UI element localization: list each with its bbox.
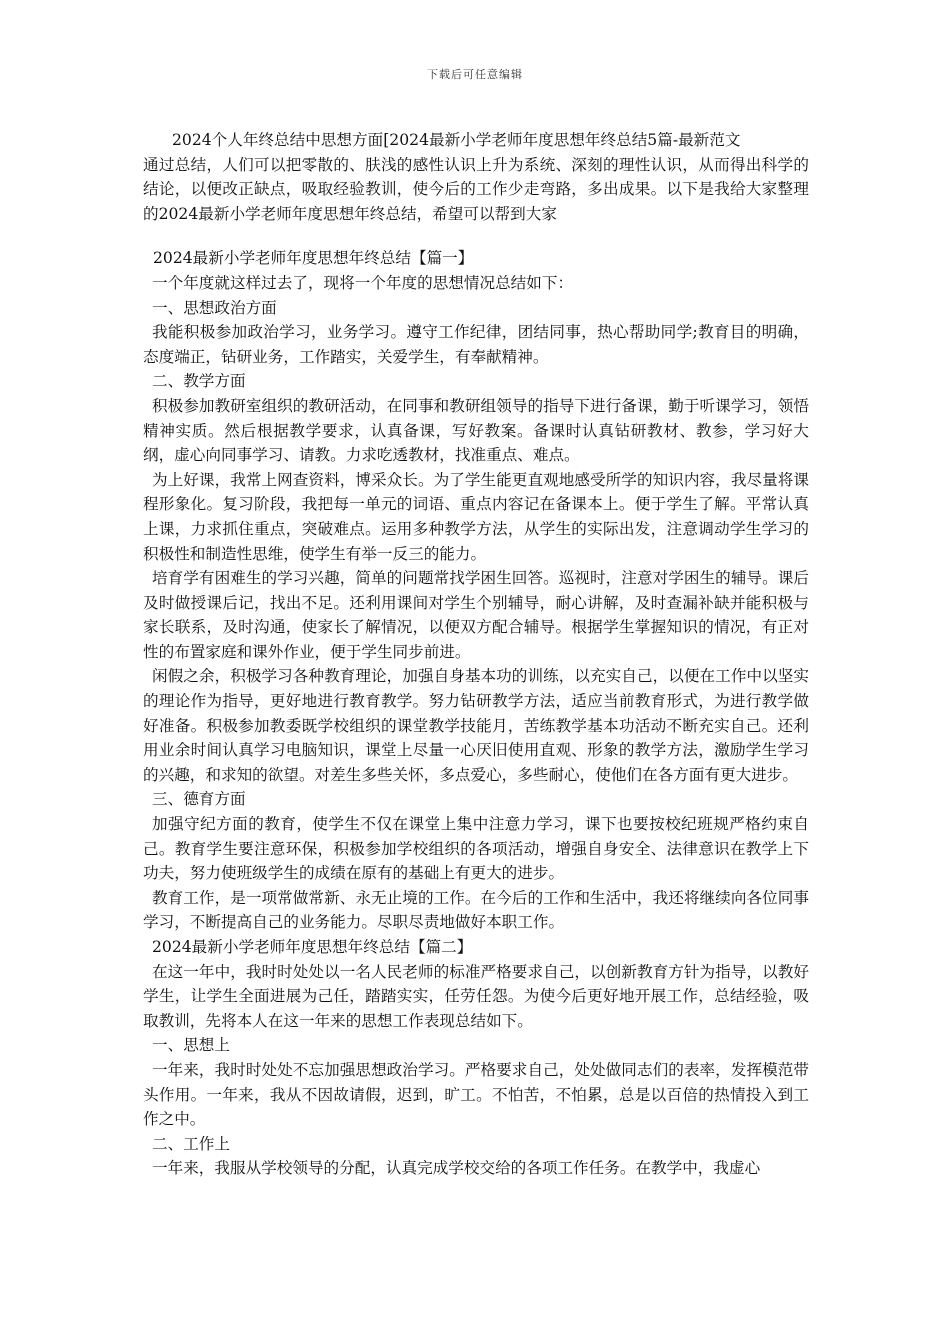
- paragraph: 在这一年中，我时时处处以一名人民老师的标准严格要求自己，以创新教育方针为指导，以教好学生，让学生全面进展为己任，踏踏实实，任劳任怨。为使今后更好地开展工作，总结经验，吸取教训，先将本人在这一年来的思想工作表现总结如下。: [143, 962, 809, 1030]
- subheading: 三、德育方面: [152, 790, 246, 809]
- paragraph: 教育工作，是一项常做常新、永无止境的工作。在今后的工作和生活中，我还将继续向各位同事学习，不断提高自己的业务能力。尽职尽责地做好本职工作。: [143, 888, 809, 932]
- paragraph: 我能积极参加政治学习，业务学习。遵守工作纪律，团结同事，热心帮助同学;教育目的明确，态度端正，钻研业务，工作踏实，关爱学生，有奉献精神。: [143, 323, 809, 366]
- intro-paragraph: 通过总结，人们可以把零散的、肤浅的感性认识上升为系统、深刻的理性认识，从而得出科学的结论，以便改正缺点，吸取经验教训，使今后的工作少走弯路，多出成果。以下是我给大家整理的2024最新小学老师年度思想年终总结，希望可以帮到大家: [143, 155, 809, 223]
- paragraph: 一年来，我服从学校领导的分配，认真完成学校交给的各项工作任务。在教学中，我虚心: [152, 1159, 761, 1178]
- paragraph: 培育学有困难生的学习兴趣，简单的问题常找学困生回答。巡视时，注意对学困生的辅导。课后及时做授课后记，找出不足。还利用课间对学生个别辅导，耐心讲解，及时查漏补缺并能积极与家长联系，及时沟通，使家长了解情况，以便双方配合辅导。根据学生掌握知识的情况，有正对性的布置家庭和课外作业，便于学生同步前进。: [143, 569, 809, 661]
- page-header: 下载后可任意编辑: [427, 68, 523, 81]
- subheading: 一、思想上: [152, 1036, 230, 1055]
- paragraph: 加强守纪方面的教育，使学生不仅在课堂上集中注意力学习，课下也要按校纪班规严格约束自己。教育学生要注意环保，积极参加学校组织的各项活动，增强自身安全、法律意识在教学上下功夫，努力使班级学生的成绩在原有的基础上有更大的进步。: [143, 815, 809, 883]
- subheading: 二、教学方面: [152, 372, 246, 391]
- section-title-2: 2024最新小学老师年度思想年终总结【篇二】: [152, 938, 473, 956]
- document-title: 2024个人年终总结中思想方面[2024最新小学老师年度思想年终总结5篇-最新范文: [172, 131, 741, 149]
- subheading: 二、工作上: [152, 1134, 230, 1153]
- paragraph: 为上好课，我常上网查资料，博采众长。为了学生能更直观地感受所学的知识内容，我尽量将课程形象化。复习阶段，我把每一单元的词语、重点内容记在备课本上。便于学生了解。平常认真上课，力求抓住重点，突破难点。运用多种教学方法，从学生的实际出发，注意调动学生学习的积极性和制造性思维，使学生有举一反三的能力。: [143, 470, 809, 563]
- paragraph: 闲假之余，积极学习各种教育理论，加强自身基本功的训练，以充实自己，以便在工作中以坚实的理论作为指导，更好地进行教育教学。努力钻研教学方法，适应当前教育形式，为进行教学做好准备。积极参加教委既学校组织的课堂教学技能月，苦练教学基本功活动不断充实自己。还利用业余时间认真学习电脑知识，课堂上尽量一心厌旧使用直观、形象的教学方法，激励学生学习的兴趣，和求知的欲望。对差生多些关怀，多点爱心，多些耐心，使他们在各方面有更大进步。: [143, 667, 809, 784]
- section-gap: [143, 226, 809, 246]
- document-body: [143, 128, 809, 1181]
- paragraph: 积极参加教研室组织的教研活动，在同事和教研组领导的指导下进行备课，勤于听课学习，领悟精神实质。然后根据教学要求，认真备课，写好教案。备课时认真钻研教材、教参，学习好大纲，虚心向同事学习、请教。力求吃透教材，找准重点、难点。: [143, 396, 809, 465]
- section-title-1: 2024最新小学老师年度思想年终总结【篇一】: [153, 249, 474, 268]
- paragraph: 一个年度就这样过去了，现将一个年度的思想情况总结如下：: [152, 273, 574, 292]
- subheading: 一、思想政治方面: [152, 298, 277, 317]
- paragraph: 一年来，我时时处处不忘加强思想政治学习。严格要求自己，处处做同志们的表率，发挥模范带头作用。一年来，我从不因故请假，迟到，旷工。不怕苦，不怕累，总是以百倍的热情投入到工作之中。: [143, 1060, 809, 1129]
